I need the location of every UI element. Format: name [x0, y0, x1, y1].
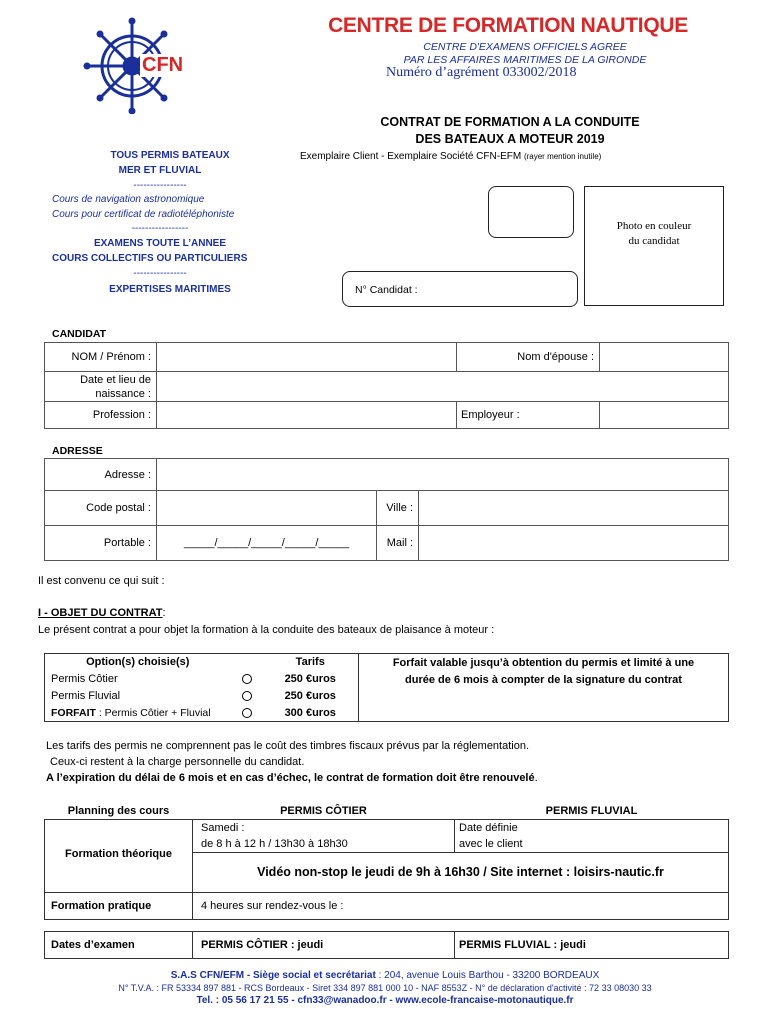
- sidebar-course-2: Cours pour certificat de radiotéléphoniste: [52, 209, 235, 220]
- option-label-forfait: [45, 705, 231, 722]
- input-adresse[interactable]: [157, 459, 729, 491]
- options-header-option: Option(s) choisie(s): [86, 656, 190, 669]
- footer-company: S.A.S CFN/EFM - Siège social et secrétariat: [170, 970, 376, 981]
- footer-line-3: Tel. : 05 56 17 21 55 - cfn33@wanadoo.fr - www.ecole-francaise-motonautique.fr: [196, 995, 574, 1006]
- planning-cotier-cell: [193, 819, 455, 852]
- label-employeur: Employeur :: [461, 409, 520, 421]
- note-line-2: Ceux-ci restent à la charge personnelle du candidat.: [50, 756, 305, 768]
- header-subtitle-1: CENTRE D'EXAMENS OFFICIELS AGREE: [423, 41, 627, 53]
- label-naissance-1: Date et lieu de: [80, 373, 151, 386]
- option-price-forfait: 300 €uros: [263, 705, 359, 722]
- candidate-number-label: N° Candidat :: [355, 284, 418, 296]
- section-candidat: CANDIDAT: [52, 328, 107, 340]
- sidebar-sep-3: ----------------: [133, 268, 187, 279]
- option-label-text: : Permis Côtier + Fluvial: [95, 706, 211, 719]
- option-radio-cotier[interactable]: [231, 671, 263, 688]
- options-table: [44, 653, 729, 722]
- forfait-note-1: Forfait valable jusqu’à obtention du permis et limité à une: [392, 657, 695, 669]
- sidebar-exams: EXAMENS TOUTE L’ANNEE: [93, 238, 227, 249]
- sidebar-line-1: TOUS PERMIS BATEAUX: [110, 150, 230, 161]
- label-adresse: Adresse :: [45, 459, 157, 491]
- sidebar-sep-1: ----------------: [133, 180, 187, 191]
- input-profession[interactable]: [157, 402, 457, 429]
- footer-address: : 204, avenue Louis Barthou - 33200 BORDEAUX: [375, 970, 600, 981]
- planning-pratique-value[interactable]: 4 heures sur rendez-vous le :: [193, 892, 729, 919]
- input-mail[interactable]: [419, 526, 729, 561]
- note-line-1: Les tarifs des permis ne comprennent pas le coût des timbres fiscaux prévus par la réglementation.: [46, 740, 530, 752]
- option-label-text: Permis Côtier: [51, 673, 118, 685]
- planning-header-fluvial: PERMIS FLUVIAL: [455, 803, 729, 819]
- planning-cotier-hours: de 8 h à 12 h / 13h30 à 18h30: [201, 837, 348, 850]
- header-subtitle-2: PAR LES AFFAIRES MARITIMES DE LA GIRONDE: [403, 54, 647, 66]
- sidebar-line-2: MER ET FLUVIAL: [118, 165, 202, 176]
- contract-title-2: DES BATEAUX A MOTEUR 2019: [415, 132, 605, 146]
- objet-heading-text: I - OBJET DU CONTRAT: [38, 607, 163, 619]
- objet-heading-colon: :: [162, 607, 166, 619]
- convenu-text: Il est convenu ce qui suit :: [38, 575, 165, 587]
- input-ville[interactable]: [419, 491, 729, 526]
- sidebar-sep-2: -----------------: [131, 223, 189, 234]
- adresse-table: [44, 458, 729, 561]
- label-nom-epouse: Nom d'épouse :: [457, 343, 600, 372]
- footer-line-2: N° T.V.A. : FR 53334 897 881 - RCS Bordeaux - Siret 334 897 881 000 10 - NAF 8553Z - N° de déclaration d'activité : 72 33 08030 33: [118, 983, 652, 993]
- planning-header-cotier: PERMIS CÔTIER: [193, 803, 455, 819]
- label-profession: Profession :: [45, 402, 157, 429]
- option-label-cotier: [45, 671, 231, 688]
- options-header-tarifs: Tarifs: [263, 654, 359, 671]
- planning-theorique: Formation théorique: [45, 819, 193, 892]
- option-price-fluvial: 250 €uros: [263, 688, 359, 705]
- logo: [72, 14, 202, 114]
- label-employeur-cell: [457, 402, 600, 429]
- planning-table: [44, 803, 729, 959]
- planning-cotier-day: Samedi :: [201, 821, 245, 834]
- radio-icon: [242, 674, 252, 684]
- copies-note: (rayer mention inutile): [523, 152, 602, 161]
- contract-title-1: CONTRAT DE FORMATION A LA CONDUITE: [380, 115, 640, 129]
- planning-fluvial-1: Date définie: [459, 821, 518, 834]
- planning-fluvial-cell: [455, 819, 729, 852]
- footer-line-1: [0, 970, 770, 981]
- option-price-cotier: 250 €uros: [263, 671, 359, 688]
- copies-text: Exemplaire Client - Exemplaire Société CFN-EFM: [300, 151, 522, 162]
- agrement-number: Numéro d’agrément 033002/2018: [386, 65, 577, 80]
- planning-header: Planning des cours: [45, 803, 193, 819]
- planning-examen: Dates d’examen: [45, 931, 193, 958]
- label-mail: Mail :: [377, 526, 419, 561]
- sidebar-courses: COURS COLLECTIFS OU PARTICULIERS: [52, 253, 248, 264]
- label-nom: NOM / Prénom :: [45, 343, 157, 372]
- label-portable: Portable :: [45, 526, 157, 561]
- input-nom[interactable]: [157, 343, 457, 372]
- photo-label-1: Photo en couleur: [616, 220, 692, 232]
- objet-text: Le présent contrat a pour objet la formation à la conduite des bateaux de plaisance à moteur :: [38, 624, 495, 636]
- planning-fluvial-2: avec le client: [459, 837, 523, 850]
- label-code-postal: Code postal :: [45, 491, 157, 526]
- sidebar-expertises: EXPERTISES MARITIMES: [109, 284, 231, 295]
- input-portable[interactable]: _____/_____/_____/_____/_____: [157, 526, 377, 561]
- input-code-postal[interactable]: [157, 491, 377, 526]
- radio-icon: [242, 691, 252, 701]
- photo-label-2: du candidat: [628, 235, 680, 247]
- objet-heading: [38, 607, 166, 619]
- input-nom-epouse[interactable]: [600, 343, 729, 372]
- label-naissance: [45, 372, 157, 402]
- option-radio-fluvial[interactable]: [231, 688, 263, 705]
- note-line-3: [46, 772, 538, 784]
- page-title: CENTRE DE FORMATION NAUTIQUE: [328, 14, 688, 37]
- candidate-number-field[interactable]: [342, 271, 578, 307]
- sidebar-course-1: Cours de navigation astronomique: [52, 194, 205, 205]
- section-adresse: ADRESSE: [52, 445, 103, 457]
- planning-examen-fluvial[interactable]: PERMIS FLUVIAL : jeudi: [455, 931, 729, 958]
- planning-pratique: Formation pratique: [45, 892, 193, 919]
- signature-box[interactable]: [488, 186, 574, 238]
- forfait-note: [359, 654, 729, 722]
- planning-spacer: [45, 919, 729, 931]
- input-employeur[interactable]: [600, 402, 729, 429]
- note-line-3-end: .: [534, 772, 538, 784]
- logo-text: CFN: [142, 54, 184, 76]
- option-label-bold: FORFAIT: [51, 706, 96, 719]
- contract-copies: [300, 151, 601, 162]
- option-radio-forfait[interactable]: [231, 705, 263, 722]
- planning-video: Vidéo non-stop le jeudi de 9h à 16h30 / Site internet : loisirs-nautic.fr: [193, 852, 729, 892]
- photo-box[interactable]: [584, 186, 724, 306]
- planning-examen-cotier[interactable]: PERMIS CÔTIER : jeudi: [193, 931, 455, 958]
- option-label-text: Permis Fluvial: [51, 690, 121, 702]
- option-label-fluvial: [45, 688, 231, 705]
- forfait-note-2: durée de 6 mois à compter de la signature du contrat: [405, 674, 682, 686]
- radio-icon: [242, 708, 252, 718]
- label-ville: Ville :: [377, 491, 419, 526]
- candidat-table: [44, 342, 729, 429]
- input-naissance[interactable]: [157, 372, 729, 402]
- label-naissance-2: naissance :: [95, 387, 151, 400]
- note-line-3-text: A l’expiration du délai de 6 mois et en cas d’échec, le contrat de formation doit être renouvelé: [46, 772, 535, 784]
- options-header-radio: [231, 654, 263, 671]
